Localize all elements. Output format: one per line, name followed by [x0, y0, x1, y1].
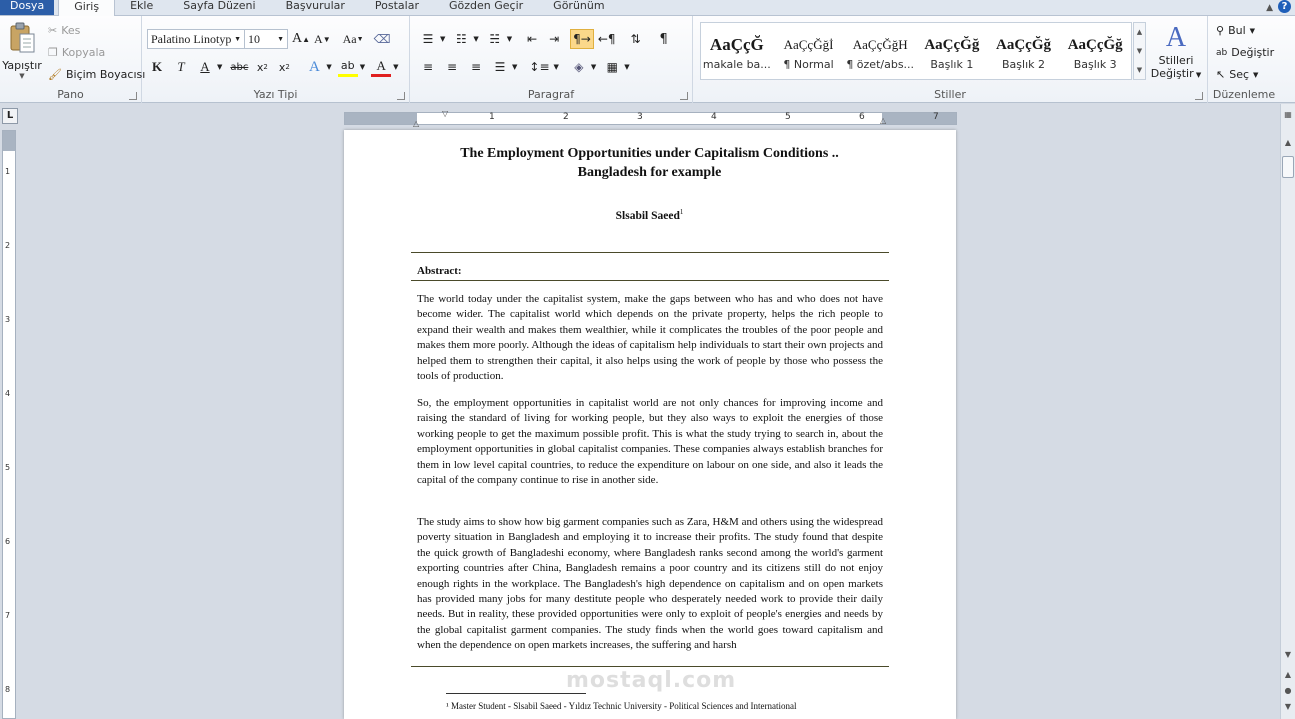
cut-label: Kes	[61, 24, 81, 37]
styles-gallery-scroll[interactable]	[1133, 22, 1146, 80]
justify-icon[interactable]: ☰	[494, 60, 506, 74]
tab-mailings[interactable]: Postalar	[374, 0, 419, 12]
clipboard-group	[0, 16, 146, 103]
align-right-icon[interactable]: ≡	[470, 60, 482, 74]
borders-icon[interactable]: ▦	[606, 60, 618, 74]
indent-marker-icon[interactable]: △	[413, 119, 420, 128]
paragraph: So, the employment opportunities in capitalist world are not only chances for improving income and raising the standard of living for working people, but they also ways to exploit the energies of those working people to get the maximum possible profit. This is what the study trying to search in, about the employment opportunities in global capitalist companies. These companies always establish branches for them in low level capital countries, to reduce the expenditure on labour on one side, and also it leads the capital of the company continue to rise in another side.	[417, 397, 883, 487]
bold-icon[interactable]: K	[151, 59, 163, 74]
chevron-down-icon[interactable]: ▼	[1136, 46, 1143, 55]
style-sample: AaÇçĞğİ	[783, 36, 834, 52]
style-item[interactable]	[988, 23, 1060, 79]
change-styles-label: Değiştir	[1150, 67, 1194, 80]
change-styles-button[interactable]: A Stilleri Değiştir ▼	[1150, 22, 1202, 80]
superscript-icon[interactable]: x 2	[278, 60, 290, 74]
tab-home[interactable]: Giriş	[58, 0, 115, 16]
multilevel-list-icon[interactable]: ☵	[489, 32, 501, 46]
chevron-down-icon[interactable]: ▼	[326, 63, 332, 71]
ruler-number: 7	[933, 112, 939, 122]
chevron-down-icon[interactable]: ▼	[512, 63, 518, 71]
chevron-down-icon[interactable]: ▼	[217, 63, 223, 71]
editing-group	[1208, 16, 1280, 103]
scrollbar-thumb[interactable]	[1282, 156, 1294, 178]
clipboard-icon	[8, 22, 36, 54]
ruler-number: 3	[5, 315, 11, 324]
find-button[interactable]: ⚲ Bul ▼	[1216, 24, 1256, 37]
strikethrough-icon[interactable]: abc	[230, 61, 249, 73]
watermark: mostaql.com	[566, 668, 737, 693]
title-line: Bangladesh for example	[577, 165, 722, 180]
change-case-icon[interactable]: Aa ▼	[342, 31, 364, 46]
author-text: Slsabil Saeed	[615, 209, 680, 222]
cursor-icon: ↖	[1216, 68, 1226, 81]
ruler-number: 6	[5, 537, 11, 546]
copy-label: Kopyala	[61, 46, 106, 59]
binoculars-icon: ⚲	[1216, 24, 1225, 37]
styles-group-label: Stiller	[934, 88, 966, 101]
help-icon[interactable]: ?	[1278, 0, 1291, 13]
chevron-down-icon[interactable]: ▼	[440, 35, 446, 43]
quick-styles-gallery	[700, 22, 1132, 80]
style-sample: AaÇçĞğ	[996, 36, 1052, 53]
style-item[interactable]	[773, 23, 845, 79]
shading-icon[interactable]: ◈	[574, 60, 584, 74]
paragraph: The world today under the capitalist system, make the gaps between who has and who does not have become wider. The capitalist world which depends on the private property, helps the rich people to expand their wealth and makes them wealthier, while it complicates the troubles of the poor people and makes them more poorly. Although the ideas of capitalism help individuals to start their own projects and helped them to strengthen their capital, it also helps using the work of people by those who possess the tools of production.	[417, 293, 883, 383]
ruler-number: 4	[711, 112, 717, 122]
style-name: makale ba...	[702, 57, 771, 71]
styles-launcher-icon[interactable]	[1195, 92, 1203, 100]
style-sample: AaÇçĞğ	[924, 36, 980, 53]
browse-object-icon[interactable]: ●	[1284, 686, 1292, 695]
ruler-number: 8	[5, 685, 11, 694]
ruler-number: 3	[637, 112, 643, 122]
text-effects-icon[interactable]: A	[308, 58, 320, 75]
chevron-down-icon[interactable]: ▼	[506, 35, 513, 43]
find-label: Bul	[1228, 24, 1246, 37]
grow-font-icon[interactable]: A ▲	[292, 31, 311, 46]
increase-indent-icon[interactable]: ⇥	[549, 32, 560, 46]
clear-formatting-icon[interactable]: ⌫	[373, 32, 391, 46]
style-name: Başlık 3	[1073, 57, 1117, 71]
left-margin-area	[345, 113, 417, 124]
ruler-number: 4	[5, 389, 11, 398]
numbering-icon[interactable]: ☷	[456, 32, 467, 46]
tab-insert[interactable]: Ekle	[130, 0, 154, 12]
chevron-down-icon[interactable]: ▼	[624, 63, 630, 71]
copy-button[interactable]	[48, 46, 105, 59]
paste-button[interactable]: Yapıştır ▼	[2, 22, 42, 84]
document-title	[410, 144, 889, 182]
font-launcher-icon[interactable]	[397, 92, 405, 100]
paragraph: The study aims to show how big garment companies such as Zara, H&M and others using the widespread poverty situation in Bangladesh and employing it to increase their profits. The study found that despite the quick growth of Bangladeshi economy, where Bangladesh ranks second among the world's garment exporting countries after China, Bangladesh remains a poor country and its citizens still do not enjoy enough rights in the workplace. The Bangladesh's high dependence on capitalism and on open markets has provided many jobs for many destitute people who desperately needed work to provide their daily needs. But in reality, these provided opportunities were only to exploit of people's energies and needs by the global capitalist garment companies. The study finds when the world goes toward capitalism and when the dependence on open markets increases, the suffering and harsh	[417, 516, 883, 652]
ruler-number: 6	[859, 112, 865, 122]
change-styles-label: Stilleri	[1158, 54, 1194, 67]
style-sample: AaÇçĞğ	[1067, 36, 1123, 53]
footnote: ¹ Master Student - Slsabil Saeed - Yıldız Technic University - Political Sciences and International	[446, 701, 797, 711]
select-label: Seç	[1229, 68, 1250, 81]
chevron-down-icon[interactable]: ▼	[359, 63, 366, 71]
rtl-direction-icon[interactable]: ←¶	[597, 32, 616, 46]
highlight-icon[interactable]: ab	[338, 57, 358, 77]
chevron-up-icon[interactable]: ▲	[1136, 28, 1143, 37]
font-group-label: Yazı Tipi	[253, 88, 298, 101]
paste-label: Yapıştır	[2, 59, 42, 72]
tab-selector-icon[interactable]: L	[2, 108, 18, 124]
indent-marker-icon[interactable]: △	[880, 116, 887, 125]
copy-icon: ❐	[48, 46, 58, 59]
font-group	[142, 16, 410, 103]
style-name: ¶ Normal	[783, 57, 834, 71]
right-margin-area	[882, 113, 956, 124]
chevron-down-icon: ▼	[277, 35, 284, 43]
ruler-number: 2	[5, 241, 11, 250]
select-button[interactable]: ↖ Seç ▼	[1216, 68, 1259, 81]
tab-references[interactable]: Başvurular	[285, 0, 345, 12]
footnote-separator	[446, 693, 586, 694]
minimize-ribbon-icon[interactable]: ▲	[1266, 3, 1273, 13]
replace-label: Değiştir	[1231, 46, 1275, 59]
top-margin-area	[3, 131, 15, 151]
vertical-scrollbar[interactable]	[1280, 104, 1295, 719]
tab-file[interactable]: Dosya	[0, 0, 54, 15]
style-sample: AaÇçĞğH	[852, 36, 908, 52]
change-styles-icon: A	[1165, 22, 1187, 53]
ruler-number: 2	[563, 112, 569, 122]
tab-page-layout[interactable]: Sayfa Düzeni	[183, 0, 256, 12]
previous-page-icon[interactable]: ▲	[1284, 670, 1292, 679]
subscript-icon[interactable]: x 2	[256, 60, 268, 74]
clipboard-group-label: Pano	[57, 88, 84, 101]
clipboard-launcher-icon[interactable]	[129, 92, 137, 100]
brush-icon: 🖌	[48, 68, 62, 81]
align-left-icon[interactable]: ≡	[422, 60, 434, 74]
font-color-icon[interactable]: A	[371, 57, 391, 77]
vertical-ruler[interactable]	[2, 130, 16, 719]
abstract-heading: Abstract:	[417, 265, 462, 277]
style-item[interactable]	[1059, 23, 1131, 79]
chevron-down-icon[interactable]: ▼	[590, 63, 597, 71]
ruler-number: 5	[785, 112, 791, 122]
font-name-select[interactable]	[147, 29, 245, 49]
style-name: ¶ özet/abs...	[846, 57, 915, 71]
line-spacing-icon[interactable]: ↕≡	[529, 60, 550, 74]
chevron-down-icon[interactable]: ▼	[473, 35, 479, 43]
ruler-number: 5	[5, 463, 11, 472]
show-formatting-icon[interactable]: ¶	[659, 31, 668, 47]
ruler-number: 7	[5, 611, 11, 620]
chevron-down-icon[interactable]: ▼	[553, 63, 559, 71]
title-line: The Employment Opportunities under Capitalism Conditions ..	[460, 146, 839, 161]
style-sample: AaÇçĞ	[709, 34, 764, 54]
font-size-select[interactable]	[244, 29, 288, 49]
next-page-icon[interactable]: ▼	[1284, 702, 1292, 711]
style-name: Başlık 2	[1002, 57, 1046, 71]
style-item[interactable]	[916, 23, 988, 79]
editing-group-label: Düzenleme	[1212, 88, 1276, 101]
tab-review[interactable]: Gözden Geçir	[449, 0, 524, 12]
author-name	[410, 208, 889, 222]
format-painter-label: Biçim Boyacısı	[65, 68, 146, 81]
scissors-icon: ✂	[48, 24, 58, 37]
footnote-mark: 1	[679, 208, 684, 216]
chevron-down-icon: ▼	[234, 35, 241, 43]
indent-marker-icon[interactable]: ▽	[442, 109, 449, 118]
document-page[interactable]	[344, 130, 956, 719]
ribbon-tabs	[0, 0, 1295, 16]
ribbon	[0, 16, 1295, 103]
font-size-value: 10	[248, 31, 260, 46]
style-item[interactable]	[701, 23, 773, 79]
divider	[411, 666, 889, 667]
scroll-up-icon[interactable]: ▲	[1284, 138, 1292, 147]
cut-button[interactable]	[48, 24, 80, 37]
ruler-number: 1	[5, 167, 11, 176]
replace-button[interactable]	[1216, 46, 1274, 59]
replace-icon: ab	[1216, 47, 1228, 58]
style-name: Başlık 1	[930, 57, 974, 71]
paragraph-group-label: Paragraf	[527, 88, 575, 101]
ruler-number: 1	[489, 112, 495, 122]
chevron-down-icon[interactable]: ▼	[393, 63, 399, 71]
align-center-icon[interactable]: ≡	[446, 60, 458, 74]
paragraph-launcher-icon[interactable]	[680, 92, 688, 100]
shrink-font-icon[interactable]: A ▼	[314, 31, 331, 46]
divider	[411, 252, 889, 253]
ruler-toggle-icon[interactable]: ▦	[1284, 110, 1292, 119]
divider	[411, 280, 889, 281]
more-icon[interactable]: ▼	[1136, 65, 1143, 74]
tab-view[interactable]: Görünüm	[553, 0, 605, 12]
style-item[interactable]	[844, 23, 916, 79]
italic-icon[interactable]: T	[177, 59, 185, 74]
scroll-down-icon[interactable]: ▼	[1284, 650, 1292, 659]
bullets-icon[interactable]: ☰	[422, 32, 434, 46]
font-name-value: Palatino Linotyp	[151, 31, 232, 46]
horizontal-ruler[interactable]	[344, 109, 957, 128]
format-painter-button[interactable]	[48, 68, 145, 81]
ltr-direction-icon[interactable]: ¶→	[570, 29, 594, 49]
underline-icon[interactable]: A	[200, 59, 210, 74]
decrease-indent-icon[interactable]: ⇤	[527, 32, 538, 46]
paragraph-group	[410, 16, 693, 103]
sort-icon[interactable]: ⇅	[630, 32, 641, 46]
